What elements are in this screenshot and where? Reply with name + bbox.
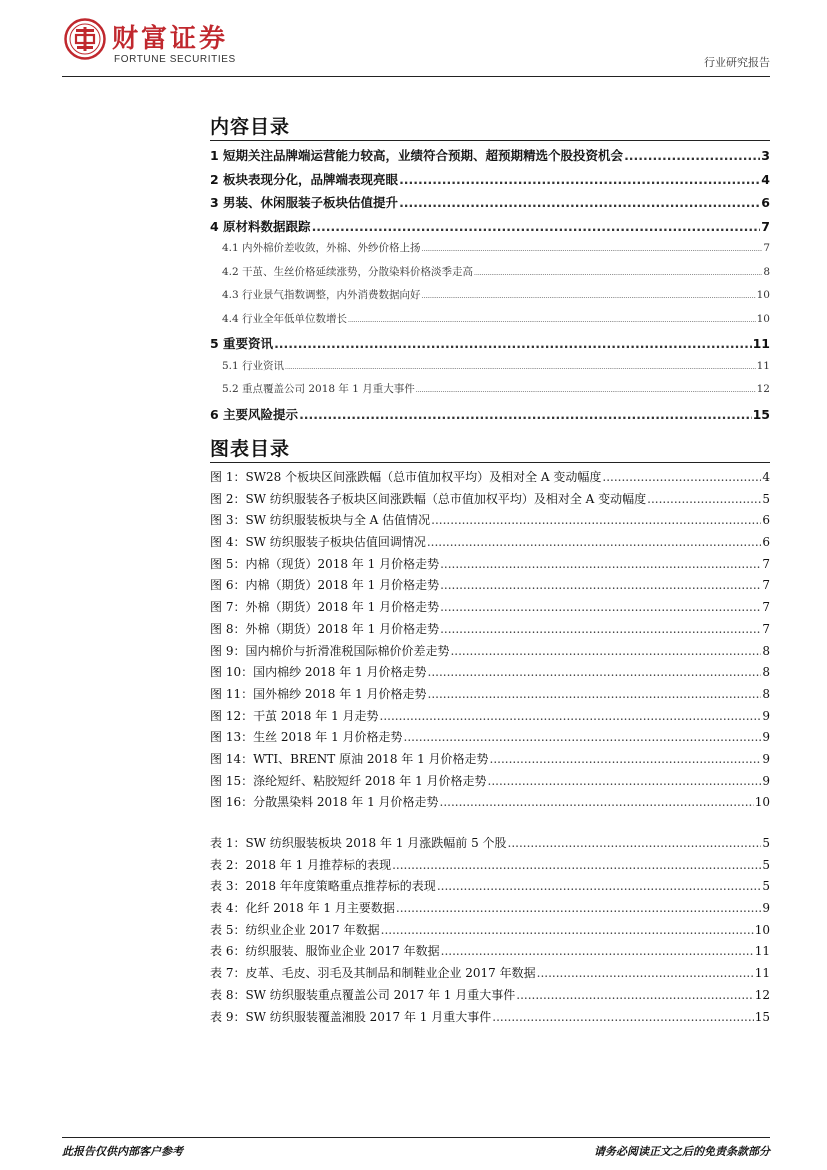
figure-entry[interactable]: 图 7：外棉（期货）2018 年 1 月价格走势 ..... 7 [210, 598, 770, 620]
toc-subentry[interactable]: 5.2 重点覆盖公司 2018 年 1 月重大事件 ..... 12 [210, 381, 770, 405]
toc-title-divider [210, 140, 770, 141]
toc-title: 内容目录 [210, 116, 291, 138]
figure-entry[interactable]: 图 4：SW 纺织服装子板块估值回调情况 ..... 6 [210, 533, 770, 555]
figure-entry[interactable]: 图 13：生丝 2018 年 1 月价格走势 ..... 9 [210, 728, 770, 750]
header-divider [62, 76, 770, 77]
figure-list-divider [210, 462, 770, 463]
table-entry[interactable]: 表 3：2018 年年度策略重点推荐标的表现 ..... 5 [210, 877, 770, 899]
toc-list [210, 146, 770, 428]
table-entry[interactable]: 表 5：纺织业企业 2017 年数据 ..... 10 [210, 921, 770, 943]
toc-subentry[interactable]: 4.1 内外棉价差收敛，外棉、外纱价格上扬 ..... 7 [210, 240, 770, 264]
figure-list-title: 图表目录 [210, 438, 291, 460]
footer-disclaimer-right: 请务必阅读正文之后的免责条款部分 [594, 1145, 770, 1158]
figure-entry[interactable]: 图 9：国内棉价与折滑准税国际棉价价差走势 ..... 8 [210, 642, 770, 664]
figure-entry[interactable]: 图 6：内棉（期货）2018 年 1 月价格走势 ..... 7 [210, 576, 770, 598]
toc-subentry[interactable]: 5.1 行业资讯 ..... 11 [210, 358, 770, 382]
toc-entry[interactable]: 3 男装、休闲服装子板块估值提升 ..... 6 [210, 193, 770, 217]
table-entry[interactable]: 表 1：SW 纺织服装板块 2018 年 1 月涨跌幅前 5 个股 ..... 5 [210, 834, 770, 856]
footer-disclaimer-left: 此报告仅供内部客户参考 [62, 1145, 183, 1158]
logo-text-cn: 财富证券 [112, 24, 229, 54]
table-entry[interactable]: 表 4：化纤 2018 年 1 月主要数据 ..... 9 [210, 899, 770, 921]
figure-entry[interactable]: 图 15：涤纶短纤、粘胶短纤 2018 年 1 月价格走势 ..... 9 [210, 772, 770, 794]
table-entry[interactable]: 表 6：纺织服装、服饰业企业 2017 年数据 ..... 11 [210, 942, 770, 964]
figure-entry[interactable]: 图 16：分散黑染料 2018 年 1 月价格走势 ..... 10 [210, 793, 770, 815]
figure-entry[interactable]: 图 5：内棉（现货）2018 年 1 月价格走势 ..... 7 [210, 555, 770, 577]
fortune-seal-logo-icon [64, 18, 106, 60]
toc-entry[interactable]: 6 主要风险提示 ..... 15 [210, 405, 770, 429]
table-entry[interactable]: 表 7：皮革、毛皮、羽毛及其制品和制鞋业企业 2017 年数据 ..... 11 [210, 964, 770, 986]
figure-entry[interactable]: 图 8：外棉（期货）2018 年 1 月价格走势 ..... 7 [210, 620, 770, 642]
toc-entry[interactable]: 1 短期关注品牌端运营能力较高，业绩符合预期、超预期精选个股投资机会 ..... 3 [210, 146, 770, 170]
toc-entry[interactable]: 2 板块表现分化，品牌端表现亮眼 ..... 4 [210, 170, 770, 194]
figure-entry[interactable]: 图 10：国内棉纱 2018 年 1 月价格走势 ..... 8 [210, 663, 770, 685]
toc-entry[interactable]: 5 重要资讯 ..... 11 [210, 334, 770, 358]
table-entry[interactable]: 表 2：2018 年 1 月推荐标的表现 ..... 5 [210, 856, 770, 878]
figure-entry[interactable]: 图 1：SW28 个板块区间涨跌幅（总市值加权平均）及相对全 A 变动幅度 ..... 4 [210, 468, 770, 490]
toc-subentry[interactable]: 4.2 干茧、生丝价格延续涨势，分散染料价格淡季走高 ..... 8 [210, 264, 770, 288]
table-entry[interactable]: 表 9：SW 纺织服装覆盖湘股 2017 年 1 月重大事件 ..... 15 [210, 1008, 770, 1030]
figure-entry[interactable]: 图 14：WTI、BRENT 原油 2018 年 1 月价格走势 ..... 9 [210, 750, 770, 772]
figure-entry[interactable]: 图 2：SW 纺织服装各子板块区间涨跌幅（总市值加权平均）及相对全 A 变动幅度 ..... 5 [210, 490, 770, 512]
figure-entry[interactable]: 图 12：干茧 2018 年 1 月走势 ..... 9 [210, 707, 770, 729]
figure-entry[interactable]: 图 3：SW 纺织服装板块与全 A 估值情况 ..... 6 [210, 511, 770, 533]
footer-divider [62, 1137, 770, 1138]
toc-entry[interactable]: 4 原材料数据跟踪 ..... 7 [210, 217, 770, 241]
page-header [62, 14, 770, 76]
figure-list [210, 468, 770, 815]
toc-subentry[interactable]: 4.3 行业景气指数调整，内外消费数据向好 ..... 10 [210, 287, 770, 311]
table-entry[interactable]: 表 8：SW 纺织服装重点覆盖公司 2017 年 1 月重大事件 ..... 12 [210, 986, 770, 1008]
report-type-label: 行业研究报告 [704, 56, 770, 69]
figure-entry[interactable]: 图 11：国外棉纱 2018 年 1 月价格走势 ..... 8 [210, 685, 770, 707]
table-list [210, 834, 770, 1029]
logo-text-en: FORTUNE SECURITIES [114, 54, 236, 65]
toc-subentry[interactable]: 4.4 行业全年低单位数增长 ..... 10 [210, 311, 770, 335]
